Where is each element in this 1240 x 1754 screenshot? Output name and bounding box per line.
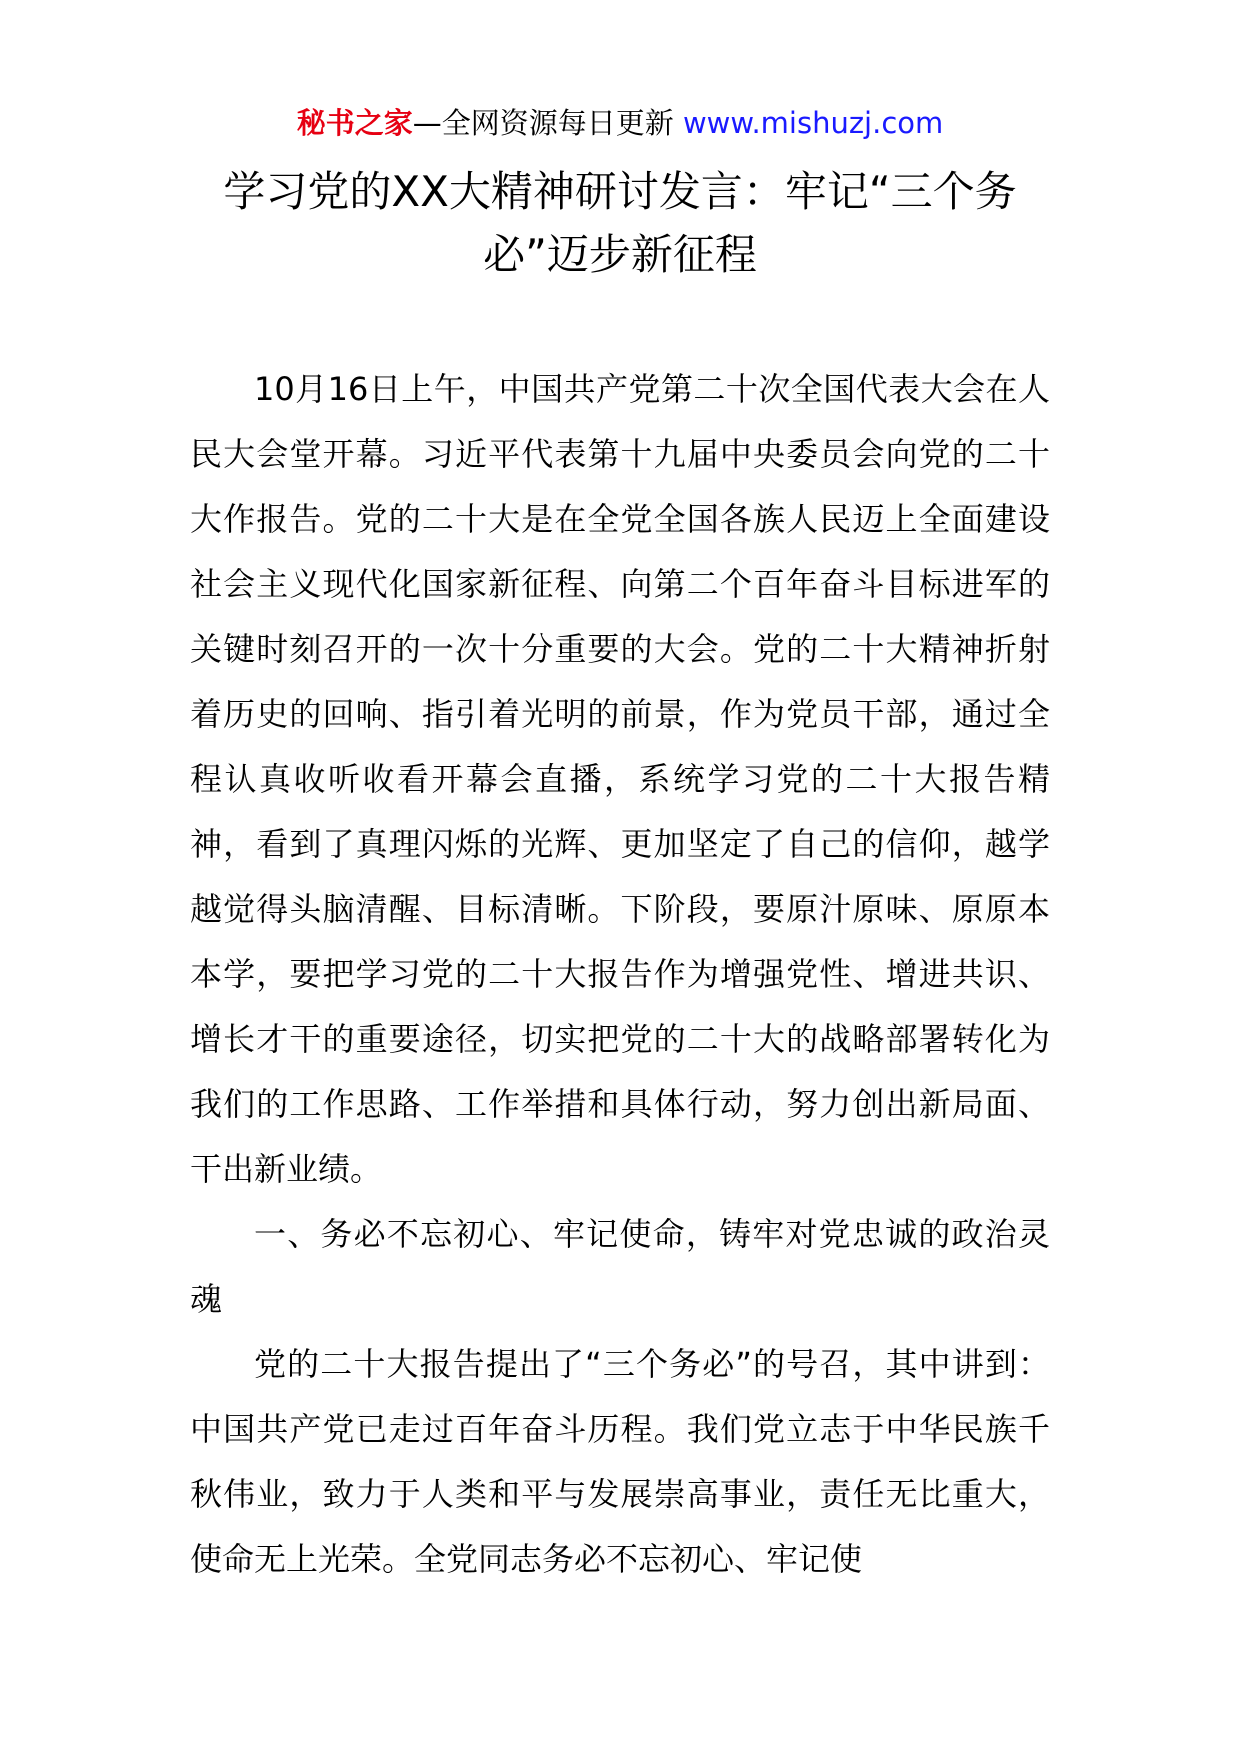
section-heading-1: 一、务必不忘初心、牢记使命，铸牢对党忠诚的政治灵魂 [190, 1215, 1050, 1318]
page-header [0, 103, 1240, 143]
document-title: 学习党的XX大精神研讨发言：牢记“三个务必”迈步新征程 [223, 167, 1017, 279]
document-body [190, 357, 1050, 1592]
paragraph-section-1: 党的二十大报告提出了“三个务必”的号召，其中讲到：中国共产党已走过百年奋斗历程。我们党立志于中华民族千秋伟业，致力于人类和平与发展崇高事业，责任无比重大，使命无上光荣。全党同志务必不忘初心、牢记使 [190, 1345, 1050, 1578]
header-tagline: —全网资源每日更新 [412, 106, 683, 140]
paragraph-intro: 10月16日上午，中国共产党第二十次全国代表大会在人民大会堂开幕。习近平代表第十九届中央委员会向党的二十大作报告。党的二十大是在全党全国各族人民迈上全面建设社会主义现代化国家新征程、向第二个百年奋斗目标进军的关键时刻召开的一次十分重要的大会。党的二十大精神折射着历史的回响、指引着光明的前景，作为党员干部，通过全程认真收听收看开幕会直播，系统学习党的二十大报告精神，看到了真理闪烁的光辉、更加坚定了自己的信仰，越学越觉得头脑清醒、目标清晰。下阶段，要原汁原味、原原本本学，要把学习党的二十大报告作为增强党性、增进共识、增长才干的重要途径，切实把党的二十大的战略部署转化为我们的工作思路、工作举措和具体行动，努力创出新局面、干出新业绩。 [190, 370, 1050, 1188]
brand-name: 秘书之家 [296, 106, 413, 140]
website-link[interactable]: www.mishuzj.com [682, 106, 944, 140]
